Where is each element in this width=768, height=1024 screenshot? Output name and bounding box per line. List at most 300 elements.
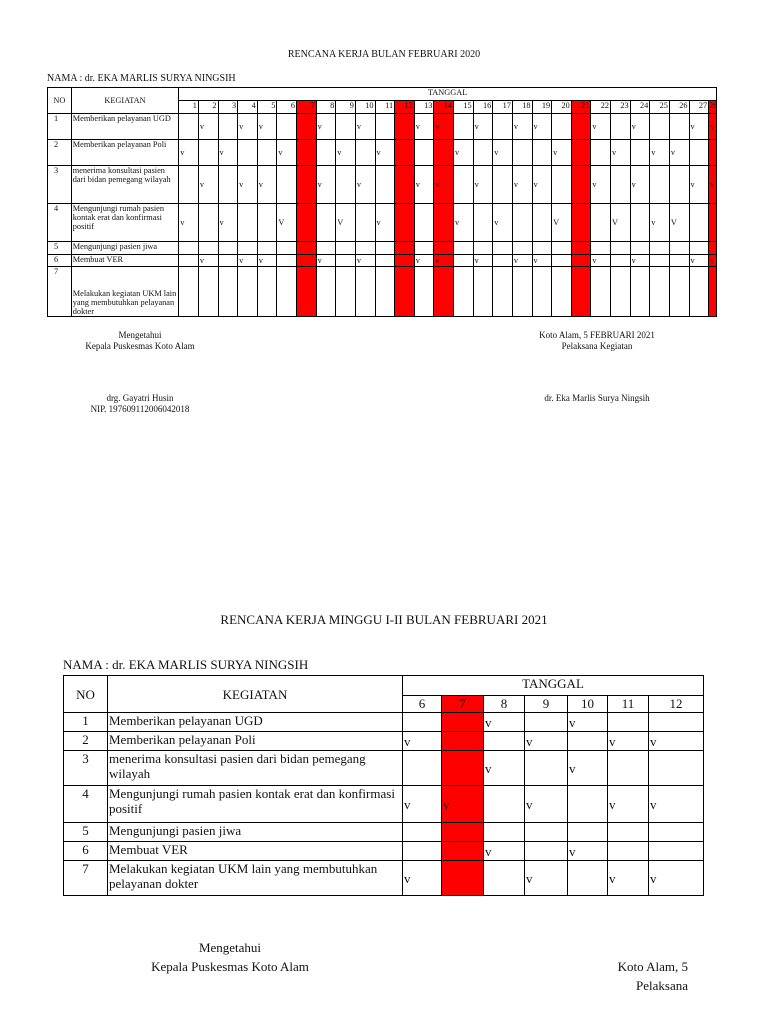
mark-cell bbox=[689, 140, 709, 166]
mark-cell bbox=[414, 204, 434, 242]
mark-cell bbox=[591, 242, 611, 255]
mark-cell: v bbox=[493, 204, 513, 242]
row-kegiatan: Membuat VER bbox=[71, 255, 179, 267]
mark-cell bbox=[484, 786, 525, 823]
mark-cell: v bbox=[525, 861, 568, 896]
day-14: 14 bbox=[434, 101, 454, 114]
mark-cell: v bbox=[611, 140, 631, 166]
table-row bbox=[48, 267, 717, 317]
mark-cell bbox=[336, 255, 356, 267]
page1-schedule-table bbox=[47, 87, 717, 317]
row-kegiatan: menerima konsultasi pasien dari bidan pemegang wilayah bbox=[108, 751, 403, 786]
mark-cell bbox=[484, 732, 525, 751]
mark-cell bbox=[493, 267, 513, 317]
row-no: 6 bbox=[48, 255, 72, 267]
mark-cell: v bbox=[689, 255, 709, 267]
mark-cell bbox=[414, 140, 434, 166]
mark-cell bbox=[316, 204, 336, 242]
mark-cell: v bbox=[493, 140, 513, 166]
mark-cell: v bbox=[403, 786, 442, 823]
mark-cell bbox=[297, 255, 317, 267]
page1-sign-right-line1: Koto Alam, 5 FEBRUARI 2021 bbox=[539, 330, 655, 340]
mark-cell bbox=[493, 255, 513, 267]
mark-cell bbox=[316, 140, 336, 166]
row-no: 6 bbox=[64, 842, 108, 861]
row-kegiatan: Melakukan kegiatan UKM lain yang membutuhkan pelayanan dokter bbox=[71, 267, 179, 317]
mark-cell bbox=[611, 114, 631, 140]
mark-cell: v bbox=[218, 204, 238, 242]
header-kegiatan: KEGIATAN bbox=[71, 88, 179, 114]
mark-cell bbox=[512, 140, 532, 166]
row-no: 2 bbox=[48, 140, 72, 166]
page2-sign-right-line1: Koto Alam, 5 bbox=[617, 959, 688, 974]
row-kegiatan: Memberikan pelayanan Poli bbox=[71, 140, 179, 166]
mark-cell bbox=[403, 713, 442, 732]
mark-cell: v bbox=[532, 114, 552, 140]
mark-cell: v bbox=[257, 166, 277, 204]
page1-sign-right-name: dr. Eka Marlis Surya Ningsih bbox=[544, 393, 650, 403]
mark-cell: v bbox=[525, 786, 568, 823]
mark-cell bbox=[434, 204, 454, 242]
mark-cell bbox=[454, 255, 474, 267]
row-no: 5 bbox=[48, 242, 72, 255]
mark-cell bbox=[238, 204, 258, 242]
day-6: 6 bbox=[403, 696, 442, 713]
mark-cell: v bbox=[532, 166, 552, 204]
row-kegiatan: menerima konsultasi pasien dari bidan pemegang wilayah bbox=[71, 166, 179, 204]
mark-cell bbox=[611, 255, 631, 267]
day-27: 27 bbox=[689, 101, 709, 114]
day-7: 7 bbox=[442, 696, 484, 713]
mark-cell: v bbox=[512, 255, 532, 267]
mark-cell bbox=[525, 713, 568, 732]
mark-cell bbox=[218, 255, 238, 267]
mark-cell bbox=[442, 713, 484, 732]
mark-cell bbox=[218, 267, 238, 317]
mark-cell bbox=[532, 267, 552, 317]
mark-cell bbox=[434, 242, 454, 255]
mark-cell bbox=[414, 242, 434, 255]
mark-cell bbox=[473, 242, 493, 255]
mark-cell bbox=[442, 842, 484, 861]
mark-cell: v bbox=[649, 732, 704, 751]
row-kegiatan: Mengunjungi pasien jiwa bbox=[108, 823, 403, 842]
mark-cell bbox=[571, 255, 591, 267]
mark-cell bbox=[336, 114, 356, 140]
mark-cell bbox=[512, 267, 532, 317]
mark-cell bbox=[238, 267, 258, 317]
mark-cell bbox=[568, 861, 608, 896]
header-no: NO bbox=[48, 88, 72, 114]
day-25: 25 bbox=[650, 101, 670, 114]
mark-cell bbox=[403, 823, 442, 842]
mark-cell bbox=[650, 242, 670, 255]
row-kegiatan: Mengunjungi pasien jiwa bbox=[71, 242, 179, 255]
mark-cell: v bbox=[414, 114, 434, 140]
mark-cell bbox=[179, 114, 199, 140]
day-5: 5 bbox=[257, 101, 277, 114]
day-26: 26 bbox=[669, 101, 689, 114]
mark-cell: v bbox=[532, 255, 552, 267]
mark-cell bbox=[649, 713, 704, 732]
row-kegiatan: Membuat VER bbox=[108, 842, 403, 861]
mark-cell bbox=[414, 267, 434, 317]
mark-cell bbox=[591, 140, 611, 166]
table-row bbox=[64, 732, 704, 751]
mark-cell: v bbox=[355, 114, 375, 140]
mark-cell bbox=[630, 242, 650, 255]
mark-cell bbox=[650, 267, 670, 317]
mark-cell bbox=[689, 204, 709, 242]
mark-cell bbox=[552, 166, 572, 204]
page1-sign-right-name-block bbox=[517, 393, 677, 404]
mark-cell: V bbox=[611, 204, 631, 242]
page1-sign-right bbox=[517, 330, 677, 352]
page2-schedule-table bbox=[63, 675, 704, 896]
mark-cell: v bbox=[650, 140, 670, 166]
page1-sign-left-name-block bbox=[60, 393, 220, 415]
day-17: 17 bbox=[493, 101, 513, 114]
mark-cell bbox=[375, 255, 395, 267]
mark-cell bbox=[297, 140, 317, 166]
mark-cell: v bbox=[218, 140, 238, 166]
mark-cell bbox=[218, 166, 238, 204]
mark-cell bbox=[355, 242, 375, 255]
day-12: 12 bbox=[649, 696, 704, 713]
row-no: 7 bbox=[48, 267, 72, 317]
mark-cell bbox=[571, 114, 591, 140]
mark-cell bbox=[198, 242, 218, 255]
row-no: 2 bbox=[64, 732, 108, 751]
header-tanggal: TANGGAL bbox=[179, 88, 717, 101]
mark-cell bbox=[568, 732, 608, 751]
mark-cell bbox=[257, 204, 277, 242]
mark-cell bbox=[484, 861, 525, 896]
mark-cell bbox=[571, 140, 591, 166]
mark-cell: v bbox=[316, 255, 336, 267]
mark-cell bbox=[650, 166, 670, 204]
mark-cell bbox=[434, 267, 454, 317]
mark-cell: v bbox=[473, 255, 493, 267]
mark-cell: v bbox=[568, 751, 608, 786]
mark-cell: V bbox=[669, 204, 689, 242]
row-no: 4 bbox=[48, 204, 72, 242]
table-row bbox=[48, 242, 717, 255]
table-row bbox=[48, 114, 717, 140]
mark-cell: v bbox=[709, 114, 717, 140]
mark-cell bbox=[238, 242, 258, 255]
mark-cell bbox=[571, 204, 591, 242]
mark-cell bbox=[669, 166, 689, 204]
mark-cell: v bbox=[689, 114, 709, 140]
header-kegiatan: KEGIATAN bbox=[108, 676, 403, 713]
mark-cell bbox=[630, 140, 650, 166]
mark-cell bbox=[355, 140, 375, 166]
mark-cell: v bbox=[454, 204, 474, 242]
mark-cell: v bbox=[454, 140, 474, 166]
mark-cell bbox=[179, 255, 199, 267]
mark-cell bbox=[434, 140, 454, 166]
mark-cell bbox=[375, 114, 395, 140]
page1-sign-left-name: drg. Gayatri Husin bbox=[106, 393, 174, 403]
page1-sign-left-line2: Kepala Puskesmas Koto Alam bbox=[85, 341, 195, 351]
mark-cell bbox=[525, 842, 568, 861]
mark-cell bbox=[375, 166, 395, 204]
mark-cell: v bbox=[434, 114, 454, 140]
mark-cell: v bbox=[257, 114, 277, 140]
day-11: 11 bbox=[608, 696, 649, 713]
mark-cell bbox=[630, 267, 650, 317]
mark-cell: v bbox=[484, 842, 525, 861]
mark-cell: v bbox=[608, 861, 649, 896]
mark-cell bbox=[218, 114, 238, 140]
mark-cell: v bbox=[238, 114, 258, 140]
mark-cell bbox=[493, 166, 513, 204]
mark-cell: v bbox=[316, 166, 336, 204]
day-1: 1 bbox=[179, 101, 199, 114]
row-kegiatan: Memberikan pelayanan Poli bbox=[108, 732, 403, 751]
mark-cell bbox=[669, 255, 689, 267]
mark-cell: v bbox=[403, 732, 442, 751]
mark-cell bbox=[532, 242, 552, 255]
mark-cell: v bbox=[608, 732, 649, 751]
page2-sign-left-line1: Mengetahui bbox=[198, 940, 262, 955]
mark-cell bbox=[297, 267, 317, 317]
mark-cell bbox=[277, 267, 297, 317]
mark-cell bbox=[571, 267, 591, 317]
day-9: 9 bbox=[336, 101, 356, 114]
mark-cell bbox=[611, 166, 631, 204]
mark-cell bbox=[608, 823, 649, 842]
day-11: 11 bbox=[375, 101, 395, 114]
mark-cell bbox=[649, 751, 704, 786]
page1-title: RENCANA KERJA BULAN FEBRUARI 2020 bbox=[287, 49, 481, 60]
mark-cell: v bbox=[552, 140, 572, 166]
day-24: 24 bbox=[630, 101, 650, 114]
mark-cell bbox=[552, 255, 572, 267]
mark-cell bbox=[442, 751, 484, 786]
mark-cell bbox=[650, 255, 670, 267]
mark-cell: v bbox=[277, 140, 297, 166]
row-kegiatan: Memberikan pelayanan UGD bbox=[71, 114, 179, 140]
mark-cell: v bbox=[591, 255, 611, 267]
day-8: 8 bbox=[316, 101, 336, 114]
mark-cell: v bbox=[403, 861, 442, 896]
row-no: 3 bbox=[48, 166, 72, 204]
mark-cell bbox=[277, 255, 297, 267]
row-no: 1 bbox=[64, 713, 108, 732]
mark-cell: v bbox=[434, 255, 454, 267]
mark-cell bbox=[395, 267, 415, 317]
mark-cell: v bbox=[649, 861, 704, 896]
row-no: 5 bbox=[64, 823, 108, 842]
page2-sign-left-line2: Kepala Puskesmas Koto Alam bbox=[151, 959, 309, 974]
mark-cell bbox=[608, 842, 649, 861]
mark-cell bbox=[649, 823, 704, 842]
mark-cell: v bbox=[709, 255, 717, 267]
page1-sign-right-line2: Pelaksana Kegiatan bbox=[561, 341, 633, 351]
mark-cell: v bbox=[568, 713, 608, 732]
mark-cell: v bbox=[375, 204, 395, 242]
mark-cell: v bbox=[414, 255, 434, 267]
mark-cell bbox=[395, 114, 415, 140]
day-19: 19 bbox=[532, 101, 552, 114]
mark-cell: v bbox=[630, 114, 650, 140]
mark-cell bbox=[257, 242, 277, 255]
mark-cell bbox=[277, 166, 297, 204]
page1-sign-left-line1: Mengetahui bbox=[118, 330, 162, 340]
mark-cell bbox=[525, 751, 568, 786]
mark-cell bbox=[198, 140, 218, 166]
mark-cell bbox=[395, 242, 415, 255]
day-2: 2 bbox=[198, 101, 218, 114]
mark-cell: v bbox=[484, 751, 525, 786]
mark-cell bbox=[630, 204, 650, 242]
mark-cell: V bbox=[336, 204, 356, 242]
day-20: 20 bbox=[552, 101, 572, 114]
mark-cell bbox=[608, 751, 649, 786]
mark-cell bbox=[395, 204, 415, 242]
mark-cell bbox=[473, 204, 493, 242]
page2-table-clip bbox=[63, 675, 688, 905]
mark-cell: v bbox=[257, 255, 277, 267]
day-6: 6 bbox=[277, 101, 297, 114]
mark-cell bbox=[297, 114, 317, 140]
mark-cell bbox=[493, 114, 513, 140]
mark-cell: v bbox=[525, 732, 568, 751]
mark-cell: v bbox=[238, 255, 258, 267]
day-10: 10 bbox=[355, 101, 375, 114]
page2-sign-left bbox=[130, 938, 330, 976]
mark-cell bbox=[484, 823, 525, 842]
mark-cell bbox=[442, 861, 484, 896]
mark-cell bbox=[571, 242, 591, 255]
row-kegiatan: Mengunjungi rumah pasien kontak erat dan konfirmasi positif bbox=[108, 786, 403, 823]
row-no: 7 bbox=[64, 861, 108, 896]
mark-cell bbox=[611, 267, 631, 317]
mark-cell bbox=[532, 204, 552, 242]
mark-cell: v bbox=[355, 255, 375, 267]
table-row bbox=[64, 861, 704, 896]
mark-cell bbox=[179, 242, 199, 255]
mark-cell: v bbox=[414, 166, 434, 204]
mark-cell bbox=[552, 267, 572, 317]
mark-cell: v bbox=[630, 255, 650, 267]
mark-cell bbox=[218, 242, 238, 255]
header-no: NO bbox=[64, 676, 108, 713]
mark-cell bbox=[442, 732, 484, 751]
mark-cell bbox=[355, 204, 375, 242]
mark-cell bbox=[336, 166, 356, 204]
mark-cell bbox=[669, 267, 689, 317]
mark-cell bbox=[277, 114, 297, 140]
day-7: 7 bbox=[297, 101, 317, 114]
table-row bbox=[48, 140, 717, 166]
table-row bbox=[64, 786, 704, 823]
day-16: 16 bbox=[473, 101, 493, 114]
mark-cell bbox=[473, 267, 493, 317]
day-4: 4 bbox=[238, 101, 258, 114]
table-row bbox=[48, 255, 717, 267]
mark-cell: v bbox=[179, 140, 199, 166]
mark-cell bbox=[297, 242, 317, 255]
mark-cell bbox=[297, 204, 317, 242]
mark-cell bbox=[403, 751, 442, 786]
mark-cell bbox=[608, 713, 649, 732]
mark-cell bbox=[552, 242, 572, 255]
mark-cell: v bbox=[669, 140, 689, 166]
mark-cell: v bbox=[473, 166, 493, 204]
mark-cell bbox=[316, 267, 336, 317]
mark-cell bbox=[568, 823, 608, 842]
header-tanggal: TANGGAL bbox=[403, 676, 704, 696]
mark-cell bbox=[493, 242, 513, 255]
row-no: 3 bbox=[64, 751, 108, 786]
mark-cell: v bbox=[512, 114, 532, 140]
day-15: 15 bbox=[454, 101, 474, 114]
day-22: 22 bbox=[591, 101, 611, 114]
mark-cell: v bbox=[608, 786, 649, 823]
mark-cell bbox=[375, 242, 395, 255]
day-3: 3 bbox=[218, 101, 238, 114]
day-13: 13 bbox=[414, 101, 434, 114]
mark-cell bbox=[336, 242, 356, 255]
mark-cell: v bbox=[568, 842, 608, 861]
mark-cell: v bbox=[473, 114, 493, 140]
mark-cell bbox=[709, 204, 717, 242]
mark-cell bbox=[525, 823, 568, 842]
mark-cell: v bbox=[689, 166, 709, 204]
mark-cell: V bbox=[277, 204, 297, 242]
mark-cell bbox=[454, 267, 474, 317]
mark-cell bbox=[442, 823, 484, 842]
day-8: 8 bbox=[484, 696, 525, 713]
mark-cell bbox=[649, 842, 704, 861]
mark-cell bbox=[689, 242, 709, 255]
day-28: 28 bbox=[709, 101, 717, 114]
mark-cell: v bbox=[375, 140, 395, 166]
mark-cell: v bbox=[434, 166, 454, 204]
mark-cell: v bbox=[591, 114, 611, 140]
table-row bbox=[48, 204, 717, 242]
mark-cell bbox=[611, 242, 631, 255]
mark-cell: v bbox=[179, 204, 199, 242]
mark-cell bbox=[403, 842, 442, 861]
mark-cell bbox=[669, 242, 689, 255]
mark-cell: v bbox=[630, 166, 650, 204]
mark-cell bbox=[395, 255, 415, 267]
mark-cell bbox=[591, 204, 611, 242]
mark-cell: v bbox=[198, 114, 218, 140]
mark-cell bbox=[395, 166, 415, 204]
row-kegiatan: Melakukan kegiatan UKM lain yang membutuhkan pelayanan dokter bbox=[108, 861, 403, 896]
mark-cell: v bbox=[442, 786, 484, 823]
mark-cell bbox=[238, 140, 258, 166]
mark-cell bbox=[532, 140, 552, 166]
mark-cell bbox=[355, 267, 375, 317]
mark-cell: v bbox=[649, 786, 704, 823]
mark-cell bbox=[179, 166, 199, 204]
mark-cell: v bbox=[198, 166, 218, 204]
row-no: 4 bbox=[64, 786, 108, 823]
mark-cell bbox=[709, 242, 717, 255]
page2-header-row bbox=[64, 676, 704, 696]
mark-cell: v bbox=[355, 166, 375, 204]
day-9: 9 bbox=[525, 696, 568, 713]
mark-cell bbox=[512, 204, 532, 242]
table-row bbox=[64, 713, 704, 732]
mark-cell: v bbox=[591, 166, 611, 204]
